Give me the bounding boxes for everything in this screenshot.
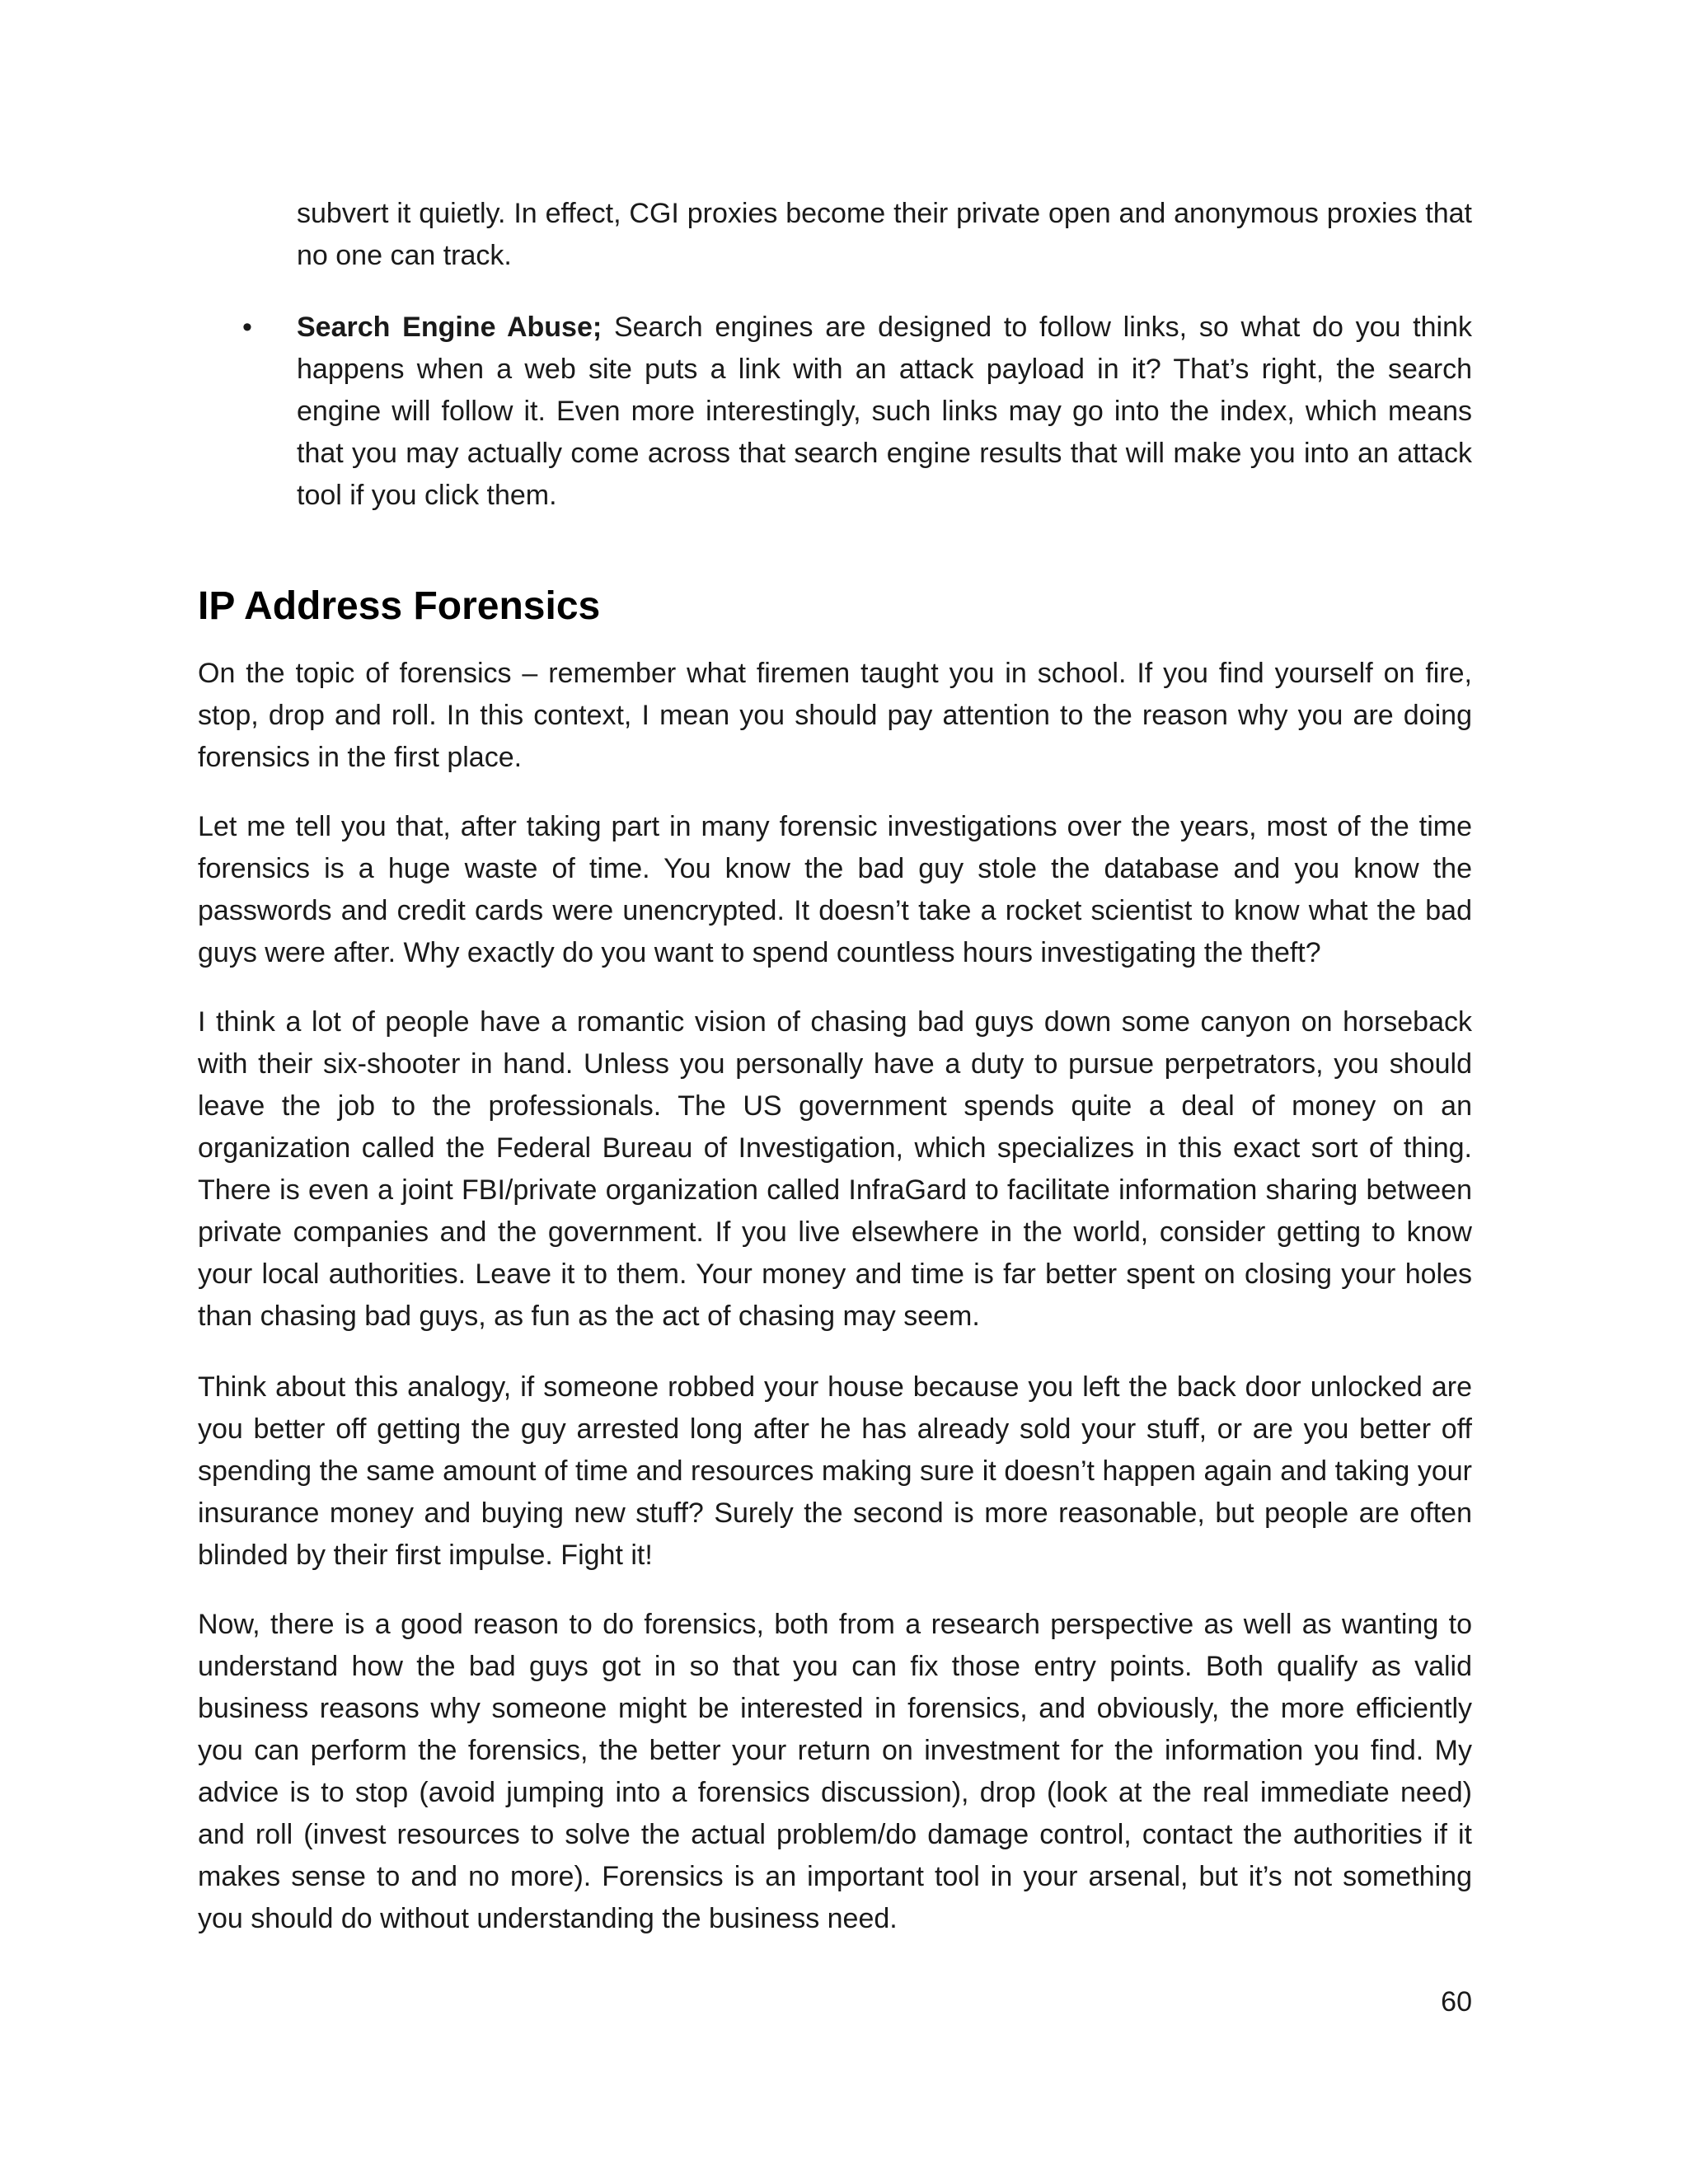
bullet-marker: • xyxy=(242,312,252,343)
paragraph-4: Think about this analogy, if someone robbed your house because you left the back door unlocked are you better off getting the guy arrested long after he has already sold your stuff, or are you better off spending the same amount of time and resources making sure it doesn’t happen again and taking your insurance money and buying new stuff? Surely the second is more reasonable, but people are often blinded by their first impulse. Fight it! xyxy=(198,1371,1472,1571)
section-heading: IP Address Forensics xyxy=(198,584,601,628)
paragraph-2: Let me tell you that, after taking part in many forensic investigations over the years, most of the time forensics is a huge waste of time. You know the bad guy stole the database and you know the passwords and credit cards were unencrypted. It doesn’t take a rocket scientist to know what the bad guys were after. Why exactly do you want to spend countless hours investigating the theft? xyxy=(198,811,1472,968)
bullet-item-text xyxy=(297,307,1472,517)
page-number: 60 xyxy=(1441,1986,1472,2018)
bullet-item-lead: Search Engine Abuse; xyxy=(297,312,603,343)
bullet-item-body: Search engines are designed to follow links, so what do you think happens when a web site puts a link with an attack payload in it? That’s right, the search engine will follow it. Even more interestingly, such links may go into the index, which means that you may actually come across that search engine results that will make you into an attack tool if you click them. xyxy=(297,312,1472,511)
paragraph-3: I think a lot of people have a romantic vision of chasing bad guys down some canyon on horseback with their six-shooter in hand. Unless you personally have a duty to pursue perpetrators, you should leave the job to the professionals. The US government spends quite a deal of money on an organization called the Federal Bureau of Investigation, which specializes in this exact sort of thing. There is even a joint FBI/private organization called InfraGard to facilitate information sharing between private companies and the government. If you live elsewhere in the world, consider getting to know your local authorities. Leave it to them. Your money and time is far better spent on closing your holes than chasing bad guys, as fun as the act of chasing may seem. xyxy=(198,1006,1472,1332)
bullet-continuation-text: subvert it quietly. In effect, CGI proxies become their private open and anonymous proxies that no one can track. xyxy=(297,198,1472,271)
paragraph-5: Now, there is a good reason to do forensics, both from a research perspective as well as wanting to understand how the bad guys got in so that you can fix those entry points. Both qualify as valid business reasons why someone might be interested in forensics, and obviously, the more efficiently you can perform the forensics, the better your return on investment for the information you find. My advice is to stop (avoid jumping into a forensics discussion), drop (look at the real immediate need) and roll (invest resources to solve the actual problem/do damage control, contact the authorities if it makes sense to and no more). Forensics is an important tool in your arsenal, but it’s not something you should do without understanding the business need. xyxy=(198,1609,1472,1934)
bullet-list-item xyxy=(242,307,1472,517)
paragraph-1: On the topic of forensics – remember what firemen taught you in school. If you find yourself on fire, stop, drop and roll. In this context, I mean you should pay attention to the reason why you are doing forensics in the first place. xyxy=(198,658,1472,773)
